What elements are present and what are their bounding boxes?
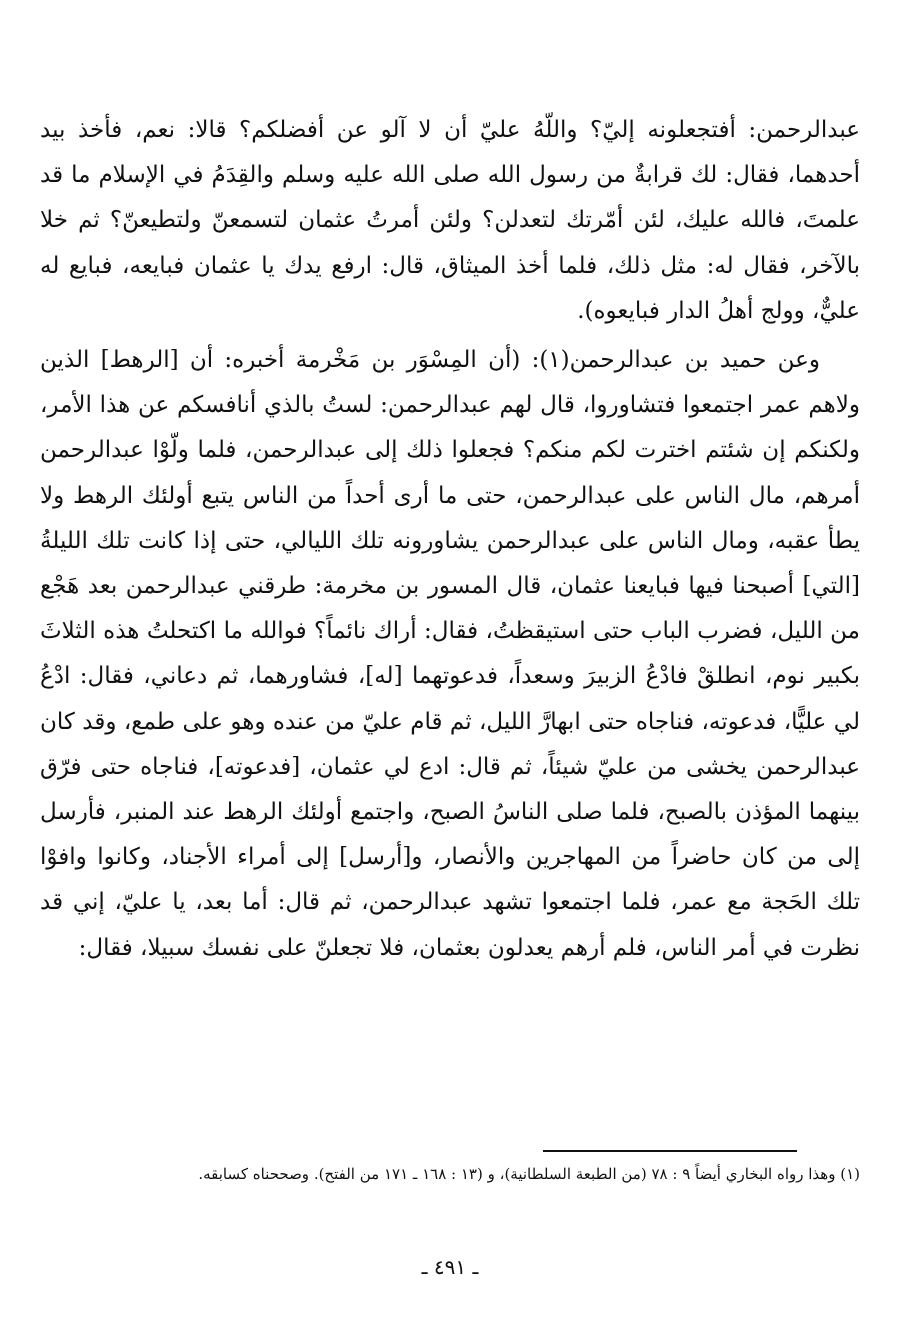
footnote: (١) وهذا رواه البخاري أيضاً ٩ : ٧٨ (من الطبعة السلطانية)، و (١٣ : ١٦٨ ـ ١٧١ من الفتح). وصححناه كسابقه.: [198, 1165, 860, 1183]
body-paragraph-1: عبدالرحمن: أفتجعلونه إليّ؟ واللّهُ عليّ أن لا آلو عن أفضلكم؟ قالا: نعم، فأخذ بيد أحدهما، فقال: لك قرابةٌ من رسول الله صلى الله عليه وسلم والقِدَمُ في الإسلام ما قد علمتَ، فالله عليك، لئن أمّرتك لتعدلن؟ ولئن أمرتُ عثمان لتسمعنّ ولتطيعنّ؟ ثم خلا بالآخر، فقال له: مثل ذلك، فلما أخذ الميثاق، قال: ارفع يدك يا عثمان فبايعه، فبايع له عليٌّ، وولج أهلُ الدار فبايعوه).: [40, 117, 860, 324]
page-number: ـ ٤٩١ ـ: [421, 1255, 479, 1279]
body-paragraph-2: وعن حميد بن عبدالرحمن(١): (أن المِسْوَر بن مَخْرمة أخبره: أن [الرهط] الذين ولاهم عمر اجتمعوا فتشاوروا، قال لهم عبدالرحمن: لستُ بالذي أنافسكم عن هذا الأمر، ولكنكم إن شئتم اخترت لكم منكم؟ فجعلوا ذلك إلى عبدالرحمن، فلما ولّوْا عبدالرحمن أمرهم، مال الناس على عبدالرحمن، حتى ما أرى أحداً من الناس يتبع أولئك الرهط ولا يطأ عقبه، ومال الناس على عبدالرحمن يشاورونه تلك الليالي، حتى إذا كانت تلك الليلةُ [التي] أصبحنا فيها فبايعنا عثمان، قال المسور بن مخرمة: طرقني عبدالرحمن بعد هَجْع من الليل، فضرب الباب حتى استيقظتُ، فقال: أراك نائماً؟ فوالله ما اكتحلتُ هذه الثلاثَ بكبير نوم، انطلقْ فادْعُ الزبيرَ وسعداً، فدعوتهما [له]، فشاورهما، ثم دعاني، فقال: ادْعُ لي عليًّا، فدعوته، فناجاه حتى ابهارَّ الليل، ثم قام عليّ من عنده وهو على طمع، وقد كان عبدالرحمن يخشى من عليّ شيئاً، ثم قال: ادع لي عثمان، [فدعوته]، فناجاه حتى فرّق بينهما المؤذن بالصبح، فلما صلى الناسُ الصبح، واجتمع أولئك الرهط عند المنبر، فأرسل إلى من كان حاضراً من المهاجرين والأنصار، و[أرسل] إلى أمراء الأجناد، وكانوا وافوْا تلك الحَجة مع عمر، فلما اجتمعوا تشهد عبدالرحمن، ثم قال: أما بعد، يا عليّ، إني قد نظرت في أمر الناس، فلم أرهم يعدلون بعثمان، فلا تجعلنّ على نفسك سبيلا، فقال:: [40, 347, 860, 961]
page-footer: [40, 0, 860, 1344]
